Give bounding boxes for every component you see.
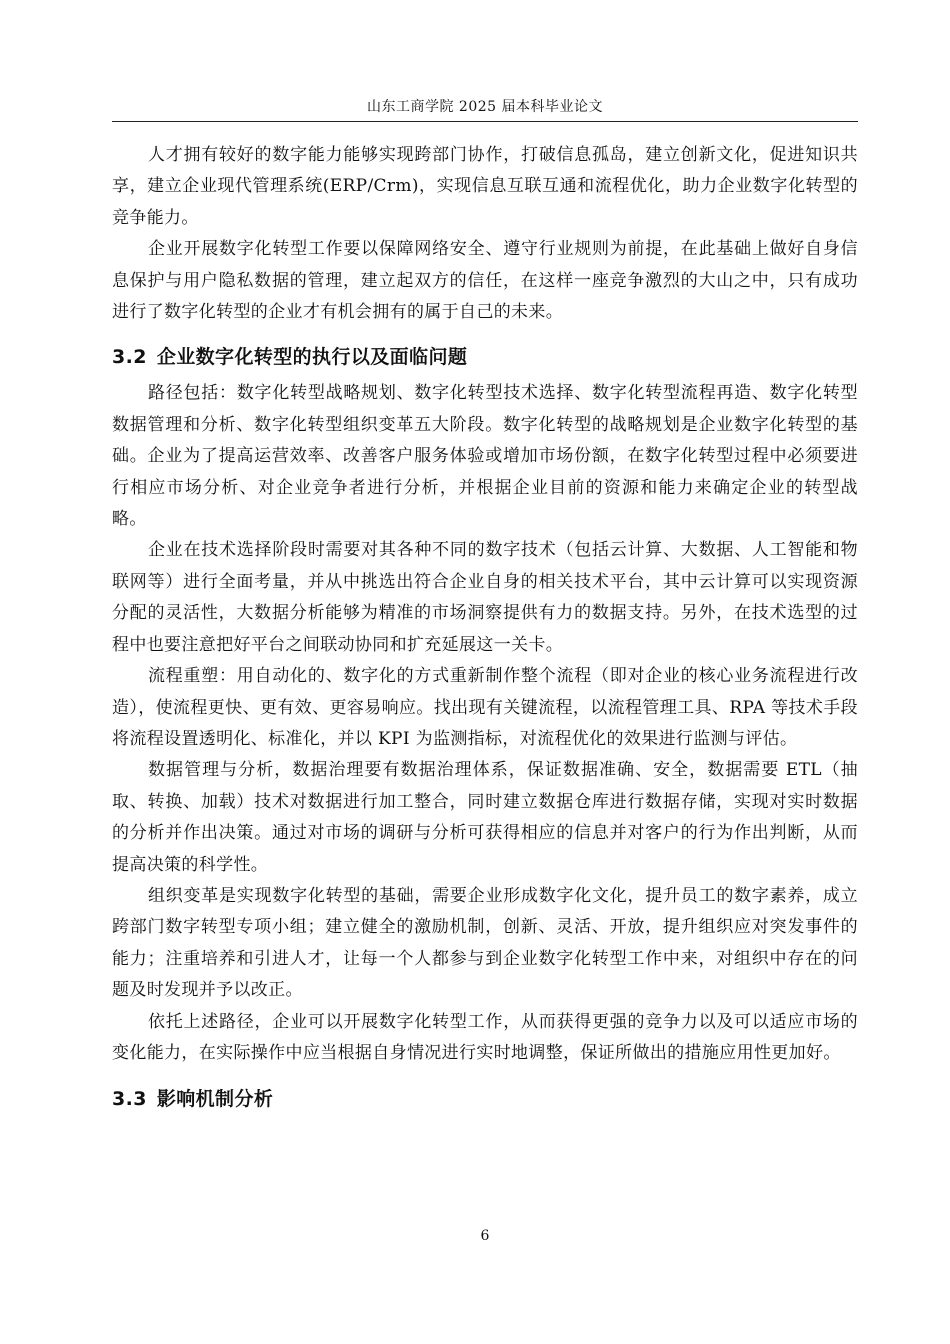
body-paragraph: 依托上述路径，企业可以开展数字化转型工作，从而获得更强的竞争力以及可以适应市场的变化能力，在实际操作中应当根据自身情况进行实时地调整，保证所做出的措施应用性更加好。 [112, 1011, 858, 1063]
running-header: 山东工商学院 2025 届本科毕业论文 [366, 99, 604, 115]
page-body [112, 140, 858, 1119]
section-number: 3.3 [112, 1088, 147, 1111]
section-title: 企业数字化转型的执行以及面临问题 [156, 346, 468, 369]
header-rule [112, 121, 858, 122]
section-number: 3.2 [112, 346, 147, 369]
page-number: 6 [480, 1228, 490, 1244]
body-paragraph: 组织变革是实现数字化转型的基础，需要企业形成数字化文化，提升员工的数字素养，成立跨部门数字转型专项小组；建立健全的激励机制，创新、灵活、开放，提升组织应对突发事件的能力；注重培养和引进人才，让每一个人都参与到企业数字化转型工作中来，对组织中存在的问题及时发现并予以改正。 [112, 885, 858, 1001]
body-paragraph: 人才拥有较好的数字能力能够实现跨部门协作，打破信息孤岛，建立创新文化，促进知识共享，建立企业现代管理系统(ERP/Crm)，实现信息互联互通和流程优化，助力企业数字化转型的竞争能力。 [112, 145, 858, 228]
section-title: 影响机制分析 [156, 1088, 274, 1111]
section-heading-3-3 [112, 1079, 858, 1119]
body-paragraph: 企业开展数字化转型工作要以保障网络安全、遵守行业规则为前提，在此基础上做好自身信息保护与用户隐私数据的管理，建立起双方的信任，在这样一座竞争激烈的大山之中，只有成功进行了数字化转型的企业才有机会拥有的属于自己的未来。 [112, 239, 858, 323]
body-paragraph: 企业在技术选择阶段时需要对其各种不同的数字技术（包括云计算、大数据、人工智能和物联网等）进行全面考量，并从中挑选出符合企业自身的相关技术平台，其中云计算可以实现资源分配的灵活性，大数据分析能够为精准的市场洞察提供有力的数据支持。另外，在技术选型的过程中也要注意把好平台之间联动协同和扩充延展这一关卡。 [112, 540, 858, 655]
section-heading-3-2 [112, 337, 858, 377]
body-paragraph: 流程重塑：用自动化的、数字化的方式重新制作整个流程（即对企业的核心业务流程进行改造），使流程更快、更有效、更容易响应。找出现有关键流程，以流程管理工具、RPA 等技术手段将流程设置透明化、标准化，并以 KPI 为监测指标，对流程优化的效果进行监测与评估。 [112, 666, 858, 749]
body-paragraph: 路径包括：数字化转型战略规划、数字化转型技术选择、数字化转型流程再造、数字化转型数据管理和分析、数字化转型组织变革五大阶段。数字化转型的战略规划是企业数字化转型的基础。企业为了提高运营效率、改善客户服务体验或增加市场份额，在数字化转型过程中必须要进行相应市场分析、对企业竞争者进行分析，并根据企业目前的资源和能力来确定企业的转型战略。 [112, 383, 858, 530]
body-paragraph: 数据管理与分析，数据治理要有数据治理体系，保证数据准确、安全，数据需要 ETL（抽取、转换、加载）技术对数据进行加工整合，同时建立数据仓库进行数据存储，实现对实时数据的分析并作出决策。通过对市场的调研与分析可获得相应的信息并对客户的行为作出判断，从而提高决策的科学性。 [112, 760, 858, 875]
